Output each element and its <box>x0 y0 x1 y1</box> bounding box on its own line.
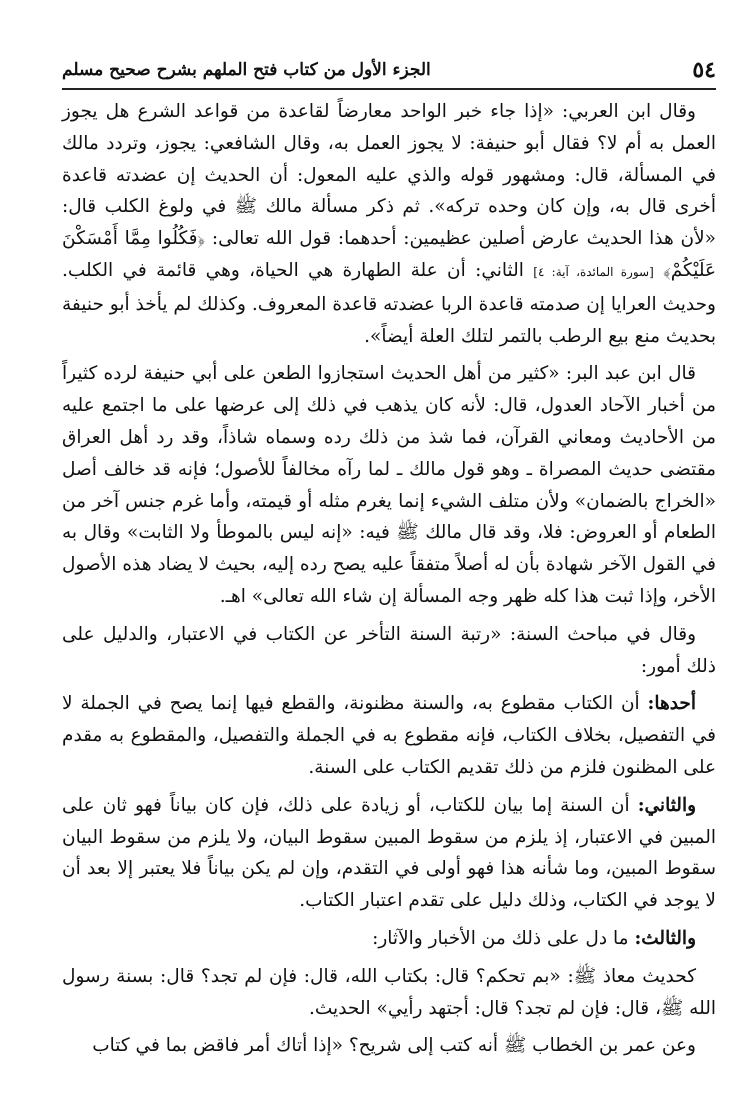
quran-reference: [سورة المائدة، آية: ٤] <box>533 264 654 279</box>
point-text: أن السنة إما بيان للكتاب، أو زيادة على ذلك، فإن كان بياناً فهو ثان على المبين في الاعتبار، إذ يلزم من سقوط المبين سقوط البيان، ولا يلزم من سقوط البيان سقوط المبين، وما شأنه هذا فهو أولى في التقدم، وإن لم يكن بياناً فلا يعتبر إلا بعد أن لا يوجد في الكتاب، وذلك دليل على تقدم اعتبار الكتاب. <box>62 794 716 912</box>
point-two <box>62 790 716 917</box>
point-label: والثاني: <box>637 794 697 816</box>
paragraph-sunnah-intro <box>62 619 716 683</box>
point-label: أحدها: <box>647 693 696 715</box>
page-header <box>62 52 716 90</box>
point-one <box>62 688 716 783</box>
point-label: والثالث: <box>634 927 696 949</box>
paragraph-text: قال ابن عبد البر: «كثير من أهل الحديث استجازوا الطعن على أبي حنيفة لرده كثيراً من أخبار الآحاد العدول، قال: لأنه كان يذهب في ذلك إلى عرضها على ما اجتمع عليه من الأحاديث ومعاني القرآن، فما شذ من ذلك رده وسماه شاذاً، وقد رد أهل العراق مقتضى حديث المصراة ـ وهو قول مالك ـ لما رآه مخالفاً للأصول؛ فإنه قد خالف أصل «الخراج بالضمان» ولأن متلف الشيء إنما يغرم مثله أو قيمته، وأما غرم جنس آخر من الطعام أو العروض: فلا، وقد قال مالك ﷺ فيه: «إنه ليس بالموطأ ولا الثابت» وقال به في القول الآخر شهادة بأن له أصلاً متفقاً عليه يصح رده إليه، بحيث لا يضاد هذه الأصول الأخر، وإذا ثبت هذا كله ظهر وجه المسألة إن شاء الله تعالى» اهـ. <box>62 363 716 607</box>
page-number: ٥٤ <box>692 57 716 83</box>
paragraph-text: كحديث معاذ ﷺ: «بم تحكم؟ قال: بكتاب الله، قال: فإن لم تجد؟ قال: بسنة رسول الله ﷺ، قال: فإن لم تجد؟ قال: أجتهد رأيي» الحديث. <box>62 965 716 1019</box>
paragraph-umar-letter <box>62 1030 716 1062</box>
page-body <box>62 96 716 1083</box>
running-title: الجزء الأول من كتاب فتح الملهم بشرح صحيح مسلم <box>62 60 431 80</box>
paragraph-text: وقال ابن العربي: «إذا جاء خبر الواحد معارضاً لقاعدة من قواعد الشرع هل يجوز العمل به أم لا؟ فقال أبو حنيفة: لا يجوز العمل به، وقال الشافعي: يجوز، وتردد مالك في المسألة، قال: ومشهور قوله والذي عليه المعول: أن الحديث إن عضدته قاعدة أخرى قال به، وإن كان وحده تركه». ثم ذكر مسألة مالك ﷺ في ولوغ الكلب قال: «لأن هذا الحديث عارض أصلين عظيمين: أحدهما: قول الله تعالى: ﴿فَكُلُوا مِمَّا أَمْسَكْنَ عَلَيْكُمْ﴾ <box>62 101 716 281</box>
paragraph-muadh-hadith <box>62 961 716 1025</box>
paragraph-text-continued: الثاني: أن علة الطهارة هي الحياة، وهي قائمة في الكلب. وحديث العرايا إن صدمته قاعدة الربا عضدته قاعدة المعروف. وكذلك لم يأخذ أبو حنيفة بحديث منع بيع الرطب بالتمر لتلك العلة أيضاً». <box>62 259 716 347</box>
paragraph-ibn-alarabi <box>62 96 716 352</box>
point-text: ما دل على ذلك من الأخبار والآثار: <box>372 927 629 949</box>
point-text: أن الكتاب مقطوع به، والسنة مظنونة، والقطع فيها إنما يصح في الجملة لا في التفصيل، بخلاف الكتاب، فإنه مقطوع به في الجملة والتفصيل، والمقطوع به مقدم على المظنون فلزم من ذلك تقديم الكتاب على السنة. <box>62 693 716 778</box>
paragraph-text: وعن عمر بن الخطاب ﷺ أنه كتب إلى شريح؟ «إذا أتاك أمر فاقض بما في كتاب <box>92 1035 696 1057</box>
paragraph-text: وقال في مباحث السنة: «رتبة السنة التأخر عن الكتاب في الاعتبار، والدليل على ذلك أمور: <box>62 623 716 677</box>
point-three <box>62 923 716 955</box>
paragraph-ibn-abdulbarr <box>62 358 716 612</box>
